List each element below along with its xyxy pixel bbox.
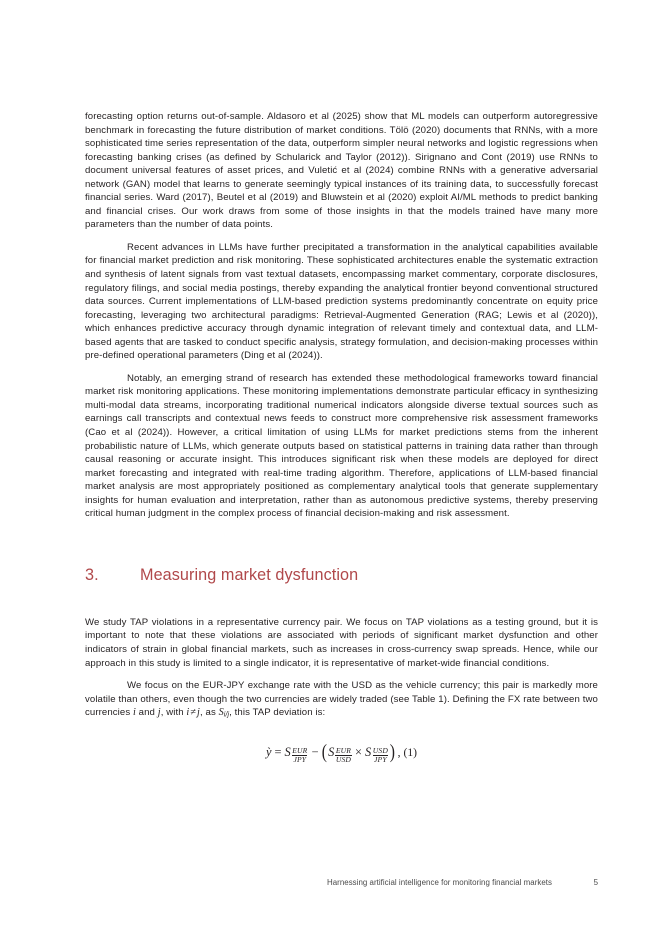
equation-number-tag: , (1) — [397, 745, 417, 759]
equation-term1-denominator: JPY — [293, 754, 307, 764]
equation-term1-fraction — [291, 747, 308, 763]
equation-open-paren: ( — [322, 741, 328, 764]
math-not-equal-sign: ≠ — [190, 707, 197, 719]
paragraph-spacer — [85, 232, 598, 241]
section-spacer-bottom — [85, 585, 598, 616]
math-var-j: j — [157, 707, 161, 719]
paragraph-tap-violations: We study TAP violations in a representative currency pair. We focus on TAP violations as a testing ground, but it is important to note that these violations are associated with periods of significant market dysfunction and other indicators of strain in global financial markets, such as increases in cross-currency swap spreads. Hence, while our approach in this study is limited to a single indicator, it is representative of market-wide financial conditions. — [85, 616, 598, 669]
math-var-i-2: i — [186, 707, 190, 719]
equation-term2-denominator: USD — [335, 754, 352, 764]
equation-term3-fraction — [372, 747, 389, 763]
math-var-i: i — [132, 707, 136, 719]
equation-term2-symbol: S — [328, 744, 335, 759]
equation-minus-sign: − — [311, 744, 319, 759]
equation-times-sign: × — [355, 744, 363, 759]
equation-term3-numerator: USD — [372, 746, 388, 756]
math-var-j-2: j — [197, 707, 200, 719]
eurjpy-and: and — [135, 707, 158, 719]
equation-1 — [266, 741, 417, 764]
equation-term2-numerator: EUR — [335, 746, 352, 756]
footer-page-number: 5 — [593, 878, 598, 887]
eurjpy-text-part3: , as — [199, 707, 219, 719]
equation-term1-numerator: EUR — [292, 746, 308, 756]
equation-term1-symbol: S — [284, 744, 291, 759]
paragraph-continuation: forecasting option returns out-of-sample. Aldasoro et al (2025) show that ML models can outperform autoregressive benchmark in forecasting the future distribution of market conditions. Tölö (2020) documents that RNNs, with a more sophisticated time series representation of the data, outperform simpler neural networks and logistic regressions when forecasting banking crises (as defined by Schularick and Taylor (2012)). Sirignano and Cont (2019) use RNNs to document universal features of asset prices, and Vuletić et al (2024) combine RNNs with a generative adversarial network (GAN) model that learns to generate seemingly typical instances of its training data, to successfully forecast financial series. Ward (2017), Beutel et al (2019) and Bluwstein et al (2020) exploit AI/ML methods to predict banking and financial crises. Our work draws from some of those insights in that the models trained have many more parameters than the number of data points. — [85, 111, 598, 231]
paragraph-spacer — [85, 670, 598, 679]
equation-close-paren: ) — [389, 741, 395, 764]
page-content — [85, 110, 598, 764]
equation-term3-symbol: S — [365, 744, 372, 759]
equation-block — [85, 741, 598, 764]
eurjpy-text-part2: , with — [160, 707, 187, 719]
equation-equals-sign: = — [274, 744, 282, 759]
section-spacer-top — [85, 521, 598, 566]
paragraph-risk-monitoring: Notably, an emerging strand of research has extended these methodological frameworks toward financial market risk monitoring applications. These monitoring implementations demonstrate particular efficacy in synthesizing multi-modal data streams, incorporating traditional numerical indicators alongside diverse textual sources such as earnings call transcripts and contextual news feeds to construct more comprehensive risk assessment frameworks (Cao et al (2024)). However, a critical limitation of using LLMs for market predictions stems from the inherent probabilistic nature of LLMs, which generate outputs based on statistical patterns in training data rather than through causal reasoning or accurate insight. This introduces significant risk when these models are deployed for direct market forecasting and integrated with real-time trading algorithm. Therefore, applications of LLM-based financial market analysis are most appropriately positioned as complementary analytical tools that generate supplementary insights for human evaluation and interpretation, rather than as autonomous predictive systems, thereby preserving critical human judgment in the complex process of financial decision-making and risk assessment. — [85, 372, 598, 520]
equation-term2-fraction — [335, 747, 352, 763]
eurjpy-text-part1: We focus on the EUR-JPY exchange rate with the USD as the vehicle currency; this pair is markedly more volatile than others, even though the two currencies are widely traded (see Table 1). Defining the FX rate between two currencies — [85, 680, 598, 719]
section-title: Measuring market dysfunction — [140, 565, 359, 584]
section-heading — [85, 566, 598, 585]
paragraph-spacer — [85, 363, 598, 372]
paragraph-eurjpy — [85, 679, 598, 722]
eurjpy-text-part4: , this TAP deviation is: — [229, 707, 326, 719]
equation-term3-denominator: JPY — [374, 754, 387, 764]
equation-lhs: ỳ — [266, 744, 272, 759]
math-var-S-subscript: i/j — [223, 711, 230, 719]
section-number: 3. — [85, 565, 99, 584]
page-footer — [85, 878, 598, 887]
math-var-S: S — [218, 707, 224, 719]
paragraph-llm-advances: Recent advances in LLMs have further precipitated a transformation in the analytical capabilities available for financial market prediction and risk monitoring. These sophisticated architectures enable the systematic extraction and synthesis of latent signals from vast textual datasets, encompassing market commentary, corporate disclosures, regulatory filings, and social media postings, thereby expanding the analytical frontier beyond conventional structured data sources. Current implementations of LLM-based prediction systems predominantly concentrate on equity price forecasting, leveraging two architectural paradigms: Retrieval-Augmented Generation (RAG; Lewis et al (2020)), which enhances predictive accuracy through dynamic integration of relevant timely and contextual data, and LLM-based agents that are tasked to conduct specific analysis, strategy formulation, and decision-making processes within pre-defined operational parameters (Ding et al (2024)). — [85, 241, 598, 362]
footer-title: Harnessing artificial intelligence for monitoring financial markets — [327, 878, 552, 887]
